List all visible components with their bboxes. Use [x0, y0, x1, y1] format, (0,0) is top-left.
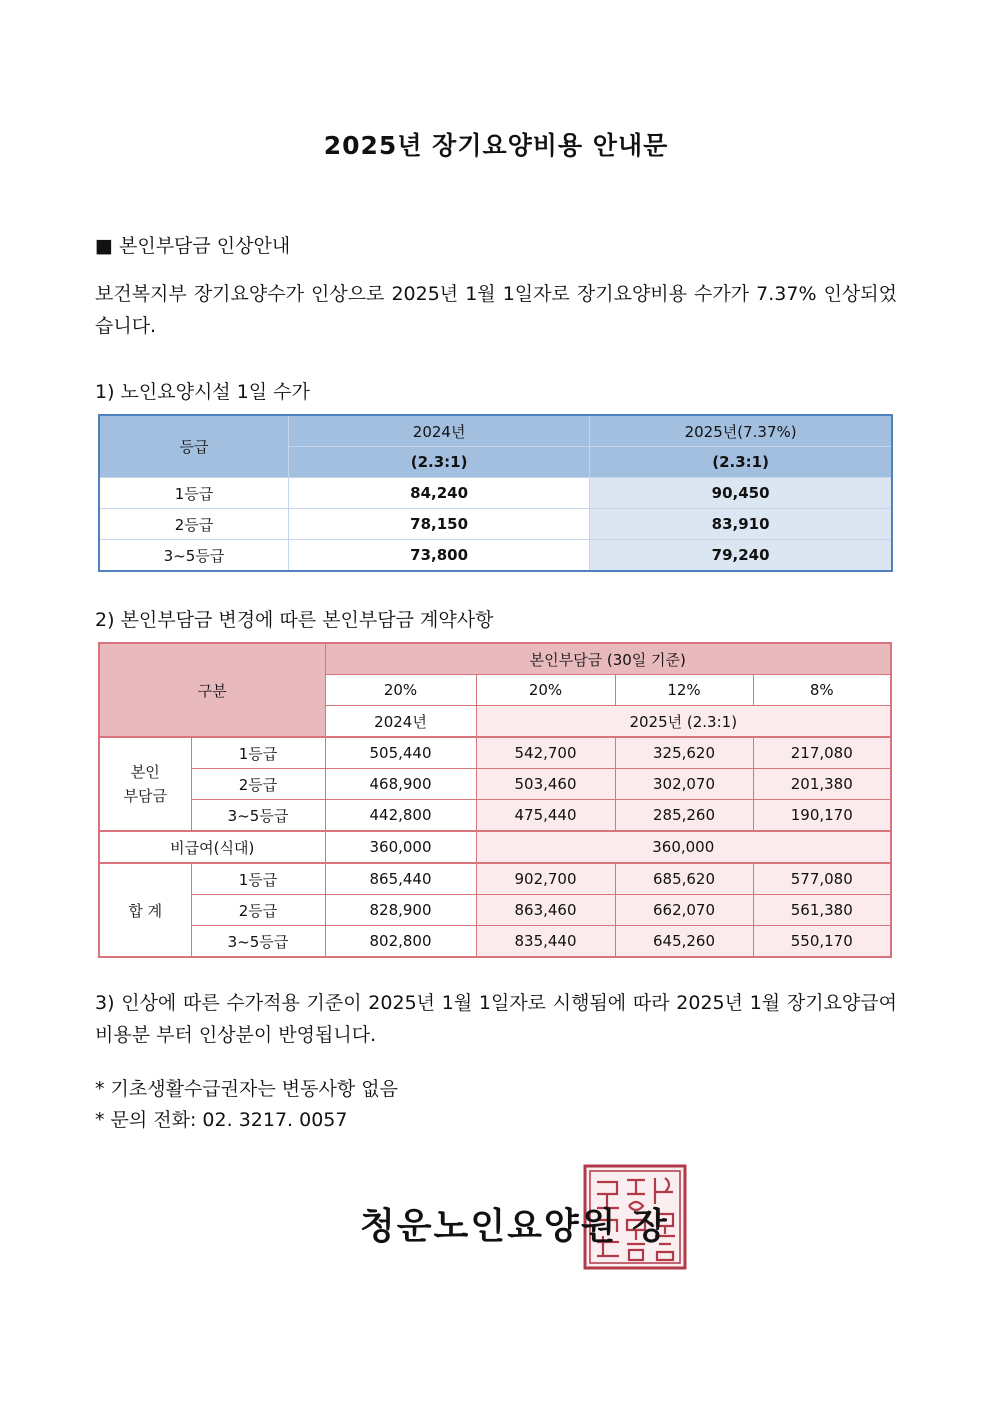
year-2025-header: 2025년(7.37%)	[590, 415, 892, 447]
year-2024-header: 2024년	[289, 415, 590, 447]
value-cell: 442,800	[325, 800, 476, 832]
grade-cell: 3~5등급	[191, 800, 325, 832]
value-cell: 828,900	[325, 895, 476, 926]
table-row	[99, 769, 891, 800]
value-cell: 285,260	[615, 800, 753, 832]
section-header: ■ 본인부담금 인상안내	[95, 235, 291, 257]
table-row	[99, 540, 892, 572]
value-2025-cell: 90,450	[590, 478, 892, 509]
value-2024-cell: 84,240	[289, 478, 590, 509]
table-row	[99, 895, 891, 926]
grade-cell: 2등급	[191, 769, 325, 800]
value-cell: 542,700	[476, 737, 615, 769]
rate-cell: 20%	[476, 675, 615, 706]
rate-cell: 8%	[753, 675, 891, 706]
grade-cell: 3~5등급	[191, 926, 325, 958]
grade-cell: 3~5등급	[99, 540, 289, 572]
value-cell: 685,620	[615, 863, 753, 895]
table-row	[99, 737, 891, 769]
grade-cell: 2등급	[191, 895, 325, 926]
value-2024-cell: 78,150	[289, 509, 590, 540]
ratio-2024: (2.3:1)	[289, 447, 590, 478]
table-row	[99, 831, 891, 863]
copay-label: 본인 부담금	[99, 737, 191, 831]
grade-header: 등급	[99, 415, 289, 478]
page-title: 2025년 장기요양비용 안내문	[323, 131, 669, 160]
note-item: * 문의 전화: 02. 3217. 0057	[95, 1109, 348, 1131]
value-cell: 802,800	[325, 926, 476, 958]
value-cell: 505,440	[325, 737, 476, 769]
value-cell: 863,460	[476, 895, 615, 926]
section1-heading: 1) 노인요양시설 1일 수가	[95, 381, 310, 403]
meal-2025-cell: 360,000	[476, 831, 891, 863]
note-item: * 기초생활수급권자는 변동사항 없음	[95, 1078, 398, 1100]
value-cell: 865,440	[325, 863, 476, 895]
section2-heading: 2) 본인부담금 변경에 따른 본인부담금 계약사항	[95, 609, 494, 631]
grade-cell: 1등급	[99, 478, 289, 509]
year-2024-label: 2024년	[325, 706, 476, 738]
grade-cell: 1등급	[191, 737, 325, 769]
value-cell: 902,700	[476, 863, 615, 895]
value-cell: 577,080	[753, 863, 891, 895]
table-row	[99, 800, 891, 832]
value-cell: 835,440	[476, 926, 615, 958]
copay-table	[98, 642, 892, 958]
value-cell: 325,620	[615, 737, 753, 769]
grade-cell: 2등급	[99, 509, 289, 540]
value-cell: 475,440	[476, 800, 615, 832]
value-cell: 302,070	[615, 769, 753, 800]
value-cell: 561,380	[753, 895, 891, 926]
category-header: 구분	[99, 643, 325, 737]
section3-paragraph: 3) 인상에 따른 수가적용 기준이 2025년 1월 1일자로 시행됨에 따라 2025년 1월 장기요양급여비용분 부터 인상분이 반영됩니다.	[95, 992, 897, 1046]
total-label: 합 계	[99, 863, 191, 957]
table-row	[99, 478, 892, 509]
intro-paragraph: 보건복지부 장기요양수가 인상으로 2025년 1월 1일자로 장기요양비용 수가가 7.37% 인상되었습니다.	[95, 283, 897, 337]
meal-2024-cell: 360,000	[325, 831, 476, 863]
table-row	[99, 863, 891, 895]
value-cell: 190,170	[753, 800, 891, 832]
value-2025-cell: 83,910	[590, 509, 892, 540]
copay-group-header: 본인부담금 (30일 기준)	[325, 643, 891, 675]
ratio-2025: (2.3:1)	[590, 447, 892, 478]
year-2025-label: 2025년 (2.3:1)	[476, 706, 891, 738]
value-cell: 645,260	[615, 926, 753, 958]
value-cell: 550,170	[753, 926, 891, 958]
meal-label: 비급여(식대)	[99, 831, 325, 863]
table-row	[99, 926, 891, 958]
rate-cell: 12%	[615, 675, 753, 706]
value-cell: 201,380	[753, 769, 891, 800]
value-2025-cell: 79,240	[590, 540, 892, 572]
value-cell: 662,070	[615, 895, 753, 926]
grade-cell: 1등급	[191, 863, 325, 895]
signer-name: 청운노인요양원 장	[360, 1205, 669, 1247]
table-row	[99, 509, 892, 540]
rate-cell: 20%	[325, 675, 476, 706]
value-2024-cell: 73,800	[289, 540, 590, 572]
value-cell: 217,080	[753, 737, 891, 769]
value-cell: 468,900	[325, 769, 476, 800]
value-cell: 503,460	[476, 769, 615, 800]
daily-fee-table	[98, 414, 893, 572]
